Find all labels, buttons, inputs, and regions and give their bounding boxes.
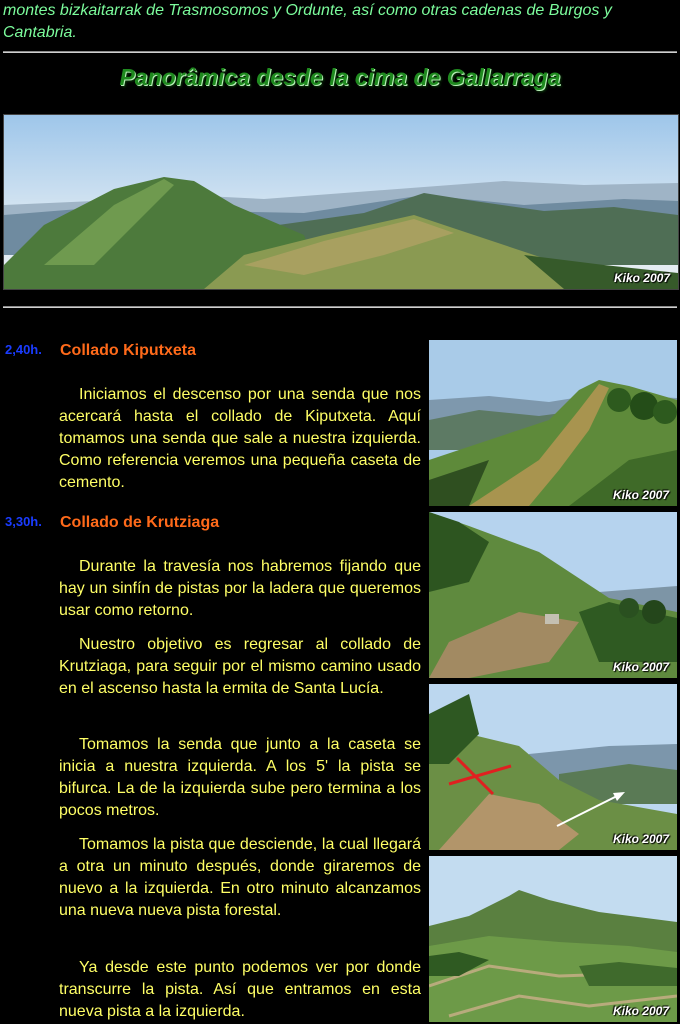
forest-track-photo xyxy=(429,856,677,1022)
photo-watermark: Kiko 2007 xyxy=(612,660,669,674)
stage-paragraph: Tomamos la senda que junto a la caseta se inicia a nuestra izquierda. A los 5' la pista se bifurca. La de la izquierda sube pero termina a los pocos metros. xyxy=(59,736,421,819)
photo-watermark: Kiko 2007 xyxy=(612,488,669,502)
trail-photo xyxy=(429,340,677,506)
stage-paragraph: Nuestro objetivo es regresar al collado de Krutziaga, para seguir por el mismo camino usado en el ascenso hasta la ermita de Santa Lucía. xyxy=(59,636,421,697)
stage-title: Collado Kiputxeta xyxy=(60,342,197,359)
hillside-photo xyxy=(429,512,677,678)
intro-text: montes bizkaitarrak de Trasmosomos y Ordunte, así como otras cadenas de Burgos y Cantabria. xyxy=(3,2,612,41)
stage-time: 2,40h. xyxy=(5,342,42,357)
photo-watermark: Kiko 2007 xyxy=(613,271,670,285)
photo-watermark: Kiko 2007 xyxy=(612,1004,669,1018)
stage-paragraph: Tomamos la pista que desciende, la cual llegará a otra un minuto después, donde giraremos de nuevo a la izquierda. En otro minuto alcanzamos una nueva nueva pista forestal. xyxy=(59,836,421,919)
stage-time: 3,30h. xyxy=(5,514,42,529)
photo-watermark: Kiko 2007 xyxy=(612,832,669,846)
divider xyxy=(3,306,677,308)
stage-paragraph: Iniciamos el descenso por una senda que nos acercará hasta el collado de Kiputxeta. Aquí tomamos una senda que sale a nuestra izquierda. Como referencia veremos una pequeña caseta de cemento. xyxy=(59,386,421,491)
panorama-photo xyxy=(3,114,679,290)
divider xyxy=(3,51,677,53)
stage-paragraph: Ya desde este punto podemos ver por donde transcurre la pista. Así que entramos en esta nueva pista a la izquierda. xyxy=(59,959,421,1020)
stage-title: Collado de Krutziaga xyxy=(60,514,220,531)
stage-paragraph: Durante la travesía nos habremos fijando que hay un sinfín de pistas por la ladera que queremos usar como retorno. xyxy=(59,558,421,619)
section-title: Panorâmica desde la cima de Gallarraga xyxy=(119,64,561,90)
bifurcation-photo xyxy=(429,684,677,850)
